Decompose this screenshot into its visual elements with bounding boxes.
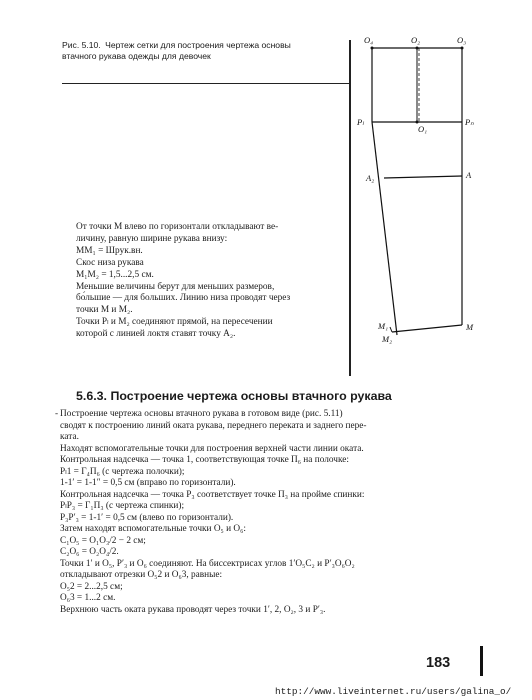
text-line: P₃P′₃ = 1-1′ = 0,5 см (влево по горизонтали).: [60, 512, 234, 523]
label-o4: O₄: [364, 35, 374, 45]
figure-caption: [62, 40, 312, 62]
text-line: M₁M₂ = 1,5...2,5 см.: [76, 269, 154, 280]
page-number: 183: [426, 655, 451, 671]
label-m1: M₁: [378, 321, 389, 331]
text-line: - Построение чертежа основы втачного рукава в готовом виде (рис. 5.11): [60, 409, 472, 421]
text-line: C₁O₅ = O₁O₃/2 − 2 см;: [60, 535, 146, 546]
text-line: 1-1′ = 1-1″ = 0,5 см (вправо по горизонтали).: [60, 478, 236, 488]
text-line: MM₁ = Шрук.вн.: [76, 245, 143, 256]
text-line: Pₗ1 = Г₄П₆ (с чертежа полочки);: [60, 466, 185, 477]
page-number-bar: [480, 646, 483, 676]
text-line: Точки Pₗ и M₂ соединяют прямой, на пересечении: [76, 317, 273, 328]
text-line: Точки 1′ и O₅, P′₃ и O₆ соединяют. На биссектрисах углов 1′O₅C₂ и P′₃O₆O₂: [60, 558, 355, 569]
text-line: Находят вспомогательные точки для построения верхней части линии оката.: [60, 443, 364, 454]
label-m: M: [466, 322, 474, 332]
text-line: От точки M влево по горизонтали откладывают ве-: [76, 222, 279, 232]
text-line: бо́льшие — для больших. Линию низа проводят через: [76, 293, 291, 304]
section-heading: 5.6.3. Построение чертежа основы втачного рукава: [76, 389, 392, 403]
text-line: Скос низа рукава: [76, 257, 144, 268]
label-a: A: [466, 170, 472, 180]
text-line: которой с линией локтя ставят точку A₂.: [76, 329, 236, 340]
source-url: http://www.liveinternet.ru/users/galina_o/: [275, 686, 512, 697]
body-text: [60, 409, 472, 616]
label-a2: A₂: [366, 173, 375, 183]
text-line: Контрольная надсечка — точка 1, соответствующая точке П₆ на полочке:: [60, 455, 349, 465]
label-pl: Pₗ: [357, 117, 364, 127]
text-line: Контрольная надсечка — точка P₃ соответствует точке П₃ на пройме спинки:: [60, 489, 365, 500]
text-line: сводят к построению линий оката рукава, переднего переката и заднего пере-: [60, 420, 367, 431]
text-line: Затем находят вспомогательные точки O₅ и O₆:: [60, 524, 246, 534]
text-line: Верхнюю часть оката рукава проводят через точки 1′, 2, O₂, 3 и P′₃.: [60, 604, 326, 615]
text-line: C₂O₆ = O₂O₄/2.: [60, 547, 119, 557]
text-line: точки M и M₂.: [76, 305, 133, 316]
label-o1: O₁: [418, 124, 428, 134]
text-line: O₆3 = 1...2 см.: [60, 593, 116, 603]
sleeve-grid-drawing: [352, 30, 512, 350]
label-o2: O₂: [411, 35, 421, 45]
label-o3: O₃: [457, 35, 467, 45]
text-line: личину, равную ширине рукава внизу:: [76, 233, 228, 244]
figure-number: Рис. 5.10.: [62, 40, 101, 50]
text-line: O₅2 = 2...2,5 см;: [60, 581, 123, 592]
column-divider: [349, 40, 351, 376]
text-line: Меньшие величины берут для меньших размеров,: [76, 281, 275, 292]
label-pp: Pₙ: [465, 117, 474, 127]
label-m2: M₂: [382, 334, 393, 344]
text-line: откладывают отрезки O₅2 и O₆3, равные:: [60, 570, 223, 580]
text-line: ката.: [60, 432, 79, 442]
figure-caption-text: Чертеж сетки для построения чертежа основы втачного рукава одежды для девочек: [62, 40, 291, 61]
caption-divider: [62, 83, 350, 84]
construction-steps: [76, 222, 346, 341]
text-line: PₗP₃ = Г₁П₃ (с чертежа спинки);: [60, 501, 185, 511]
